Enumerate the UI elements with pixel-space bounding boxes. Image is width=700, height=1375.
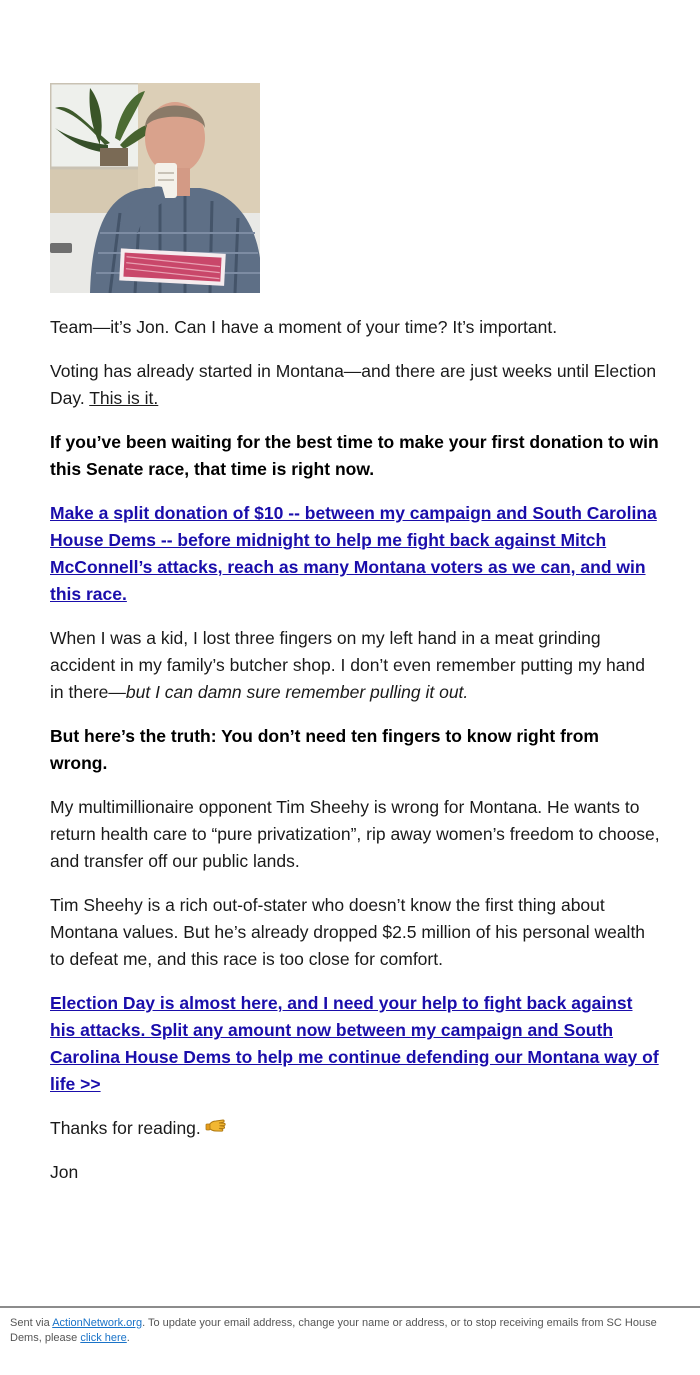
paragraph-cta-1 <box>50 500 660 608</box>
footer <box>10 1316 675 1346</box>
paragraph-cta-2 <box>50 990 660 1098</box>
photo-of-jon-drinking-coffee-icon <box>50 83 260 293</box>
hand-icon <box>205 1116 227 1138</box>
paragraph-story <box>50 625 660 706</box>
split-donation-link[interactable]: Make a split donation of $10 -- between my campaign and South Carolina House Dems -- before midnight to help me fight back against Mitch McConnell’s attacks, reach as many Montana voters as we can, and win this race. <box>50 503 657 604</box>
voting-text: Voting has already started in Montana—and there are just weeks until Election Day. <box>50 361 657 408</box>
footer-update-text: . To update your email address, change your name or address, or to stop receiving emails from SC House Dems, please <box>10 1317 657 1344</box>
paragraph-sheehy: Tim Sheehy is a rich out-of-stater who doesn’t know the first thing about Montana values. But he’s already dropped $2.5 million of his personal wealth to defeat me, and this race is too close for comfort. <box>50 895 646 969</box>
actionnetwork-link[interactable]: ActionNetwork.org <box>52 1317 143 1329</box>
footer-end: . <box>126 1332 130 1344</box>
paragraph-thanks <box>50 1115 660 1142</box>
hero-photo <box>50 83 260 293</box>
paragraph-donation-call: If you’ve been waiting for the best time to make your first donation to win this Senate race, that time is right now. <box>50 432 659 479</box>
story-text: When I was a kid, I lost three fingers on my left hand in a meat grinding accident in my family’s butcher shop. I don’t even remember putting my hand in there— <box>50 628 645 702</box>
footer-divider <box>0 1306 700 1308</box>
paragraph-voting <box>50 358 660 412</box>
signature: Jon <box>50 1162 79 1182</box>
paragraph-intro: Team—it’s Jon. Can I have a moment of your time? It’s important. <box>50 317 558 337</box>
split-any-amount-link[interactable]: Election Day is almost here, and I need your help to fight back against his attacks. Split any amount now between my campaign and South Carolina House Dems to help me continue defending our Montana way of life >> <box>50 993 659 1094</box>
email-body <box>50 83 660 1203</box>
footer-sent-via: Sent via <box>10 1317 53 1329</box>
story-italic-text: but I can damn sure remember pulling it out. <box>125 682 469 702</box>
paragraph-truth: But here’s the truth: You don’t need ten fingers to know right from wrong. <box>50 726 599 773</box>
thanks-text: Thanks for reading. <box>50 1118 201 1138</box>
this-is-it-text: This is it. <box>89 388 159 408</box>
unsubscribe-click-here-link[interactable]: click here <box>80 1332 127 1344</box>
paragraph-opponent: My multimillionaire opponent Tim Sheehy is wrong for Montana. He wants to return health care to “pure privatization”, rip away women’s freedom to choose, and transfer off our public lands. <box>50 797 660 871</box>
